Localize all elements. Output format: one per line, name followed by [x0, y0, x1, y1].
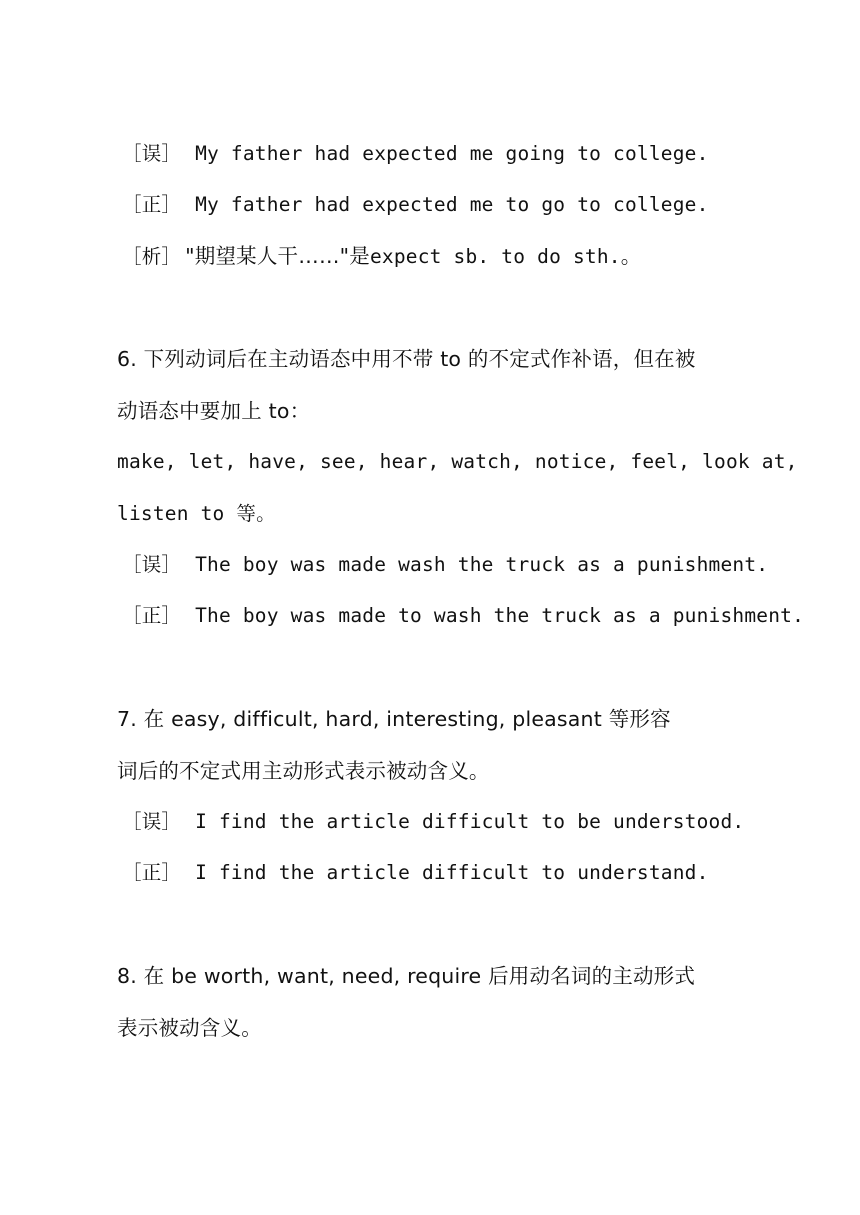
analysis-5 [122, 243, 641, 270]
right-example-5 [122, 192, 709, 218]
item-7-heading-line-1: 7. 在 easy, difficult, hard, interesting, pleasant 等形容 [117, 707, 671, 731]
wrong-sentence: I find the article difficult to be understood. [195, 810, 745, 833]
wrong-tag: ［误］ [122, 142, 182, 165]
wrong-example-7 [122, 809, 744, 835]
right-example-7 [122, 860, 709, 886]
item-7-heading-line-2: 词后的不定式用主动形式表示被动含义。 [117, 759, 490, 783]
item-6-verbs-line-1: make, let, have, see, hear, watch, notice, feel, look at, [117, 450, 798, 473]
right-example-6 [122, 603, 804, 629]
right-sentence: The boy was made to wash the truck as a punishment. [195, 604, 805, 627]
right-tag: ［正］ [122, 193, 182, 216]
wrong-tag: ［误］ [122, 810, 182, 833]
wrong-example-5 [122, 141, 709, 167]
item-8-heading-line-1: 8. 在 be worth, want, need, require 后用动名词的主动形式 [117, 964, 696, 988]
right-sentence: I find the article difficult to understand. [195, 861, 709, 884]
item-8-heading-line-2: 表示被动含义。 [117, 1016, 262, 1040]
wrong-tag: ［误］ [122, 553, 182, 576]
wrong-example-6 [122, 552, 768, 578]
item-6-heading-line-2: 动语态中要加上 to： [117, 399, 311, 423]
right-tag: ［正］ [122, 861, 182, 884]
wrong-sentence: The boy was made wash the truck as a punishment. [195, 553, 769, 576]
analysis-tag: ［析］ [122, 245, 182, 268]
item-6-heading-line-1: 6. 下列动词后在主动语态中用不带 to 的不定式作补语，但在被 [117, 347, 696, 371]
analysis-text-end: 。 [620, 244, 642, 268]
right-tag: ［正］ [122, 604, 182, 627]
item-6-verbs-line-2: listen to 等。 [117, 502, 276, 525]
analysis-text-cn: "期望某人干……"是 [185, 244, 370, 268]
wrong-sentence: My father had expected me going to college. [195, 142, 709, 165]
analysis-text-en: expect sb. to do sth. [369, 245, 621, 268]
right-sentence: My father had expected me to go to college. [195, 193, 709, 216]
